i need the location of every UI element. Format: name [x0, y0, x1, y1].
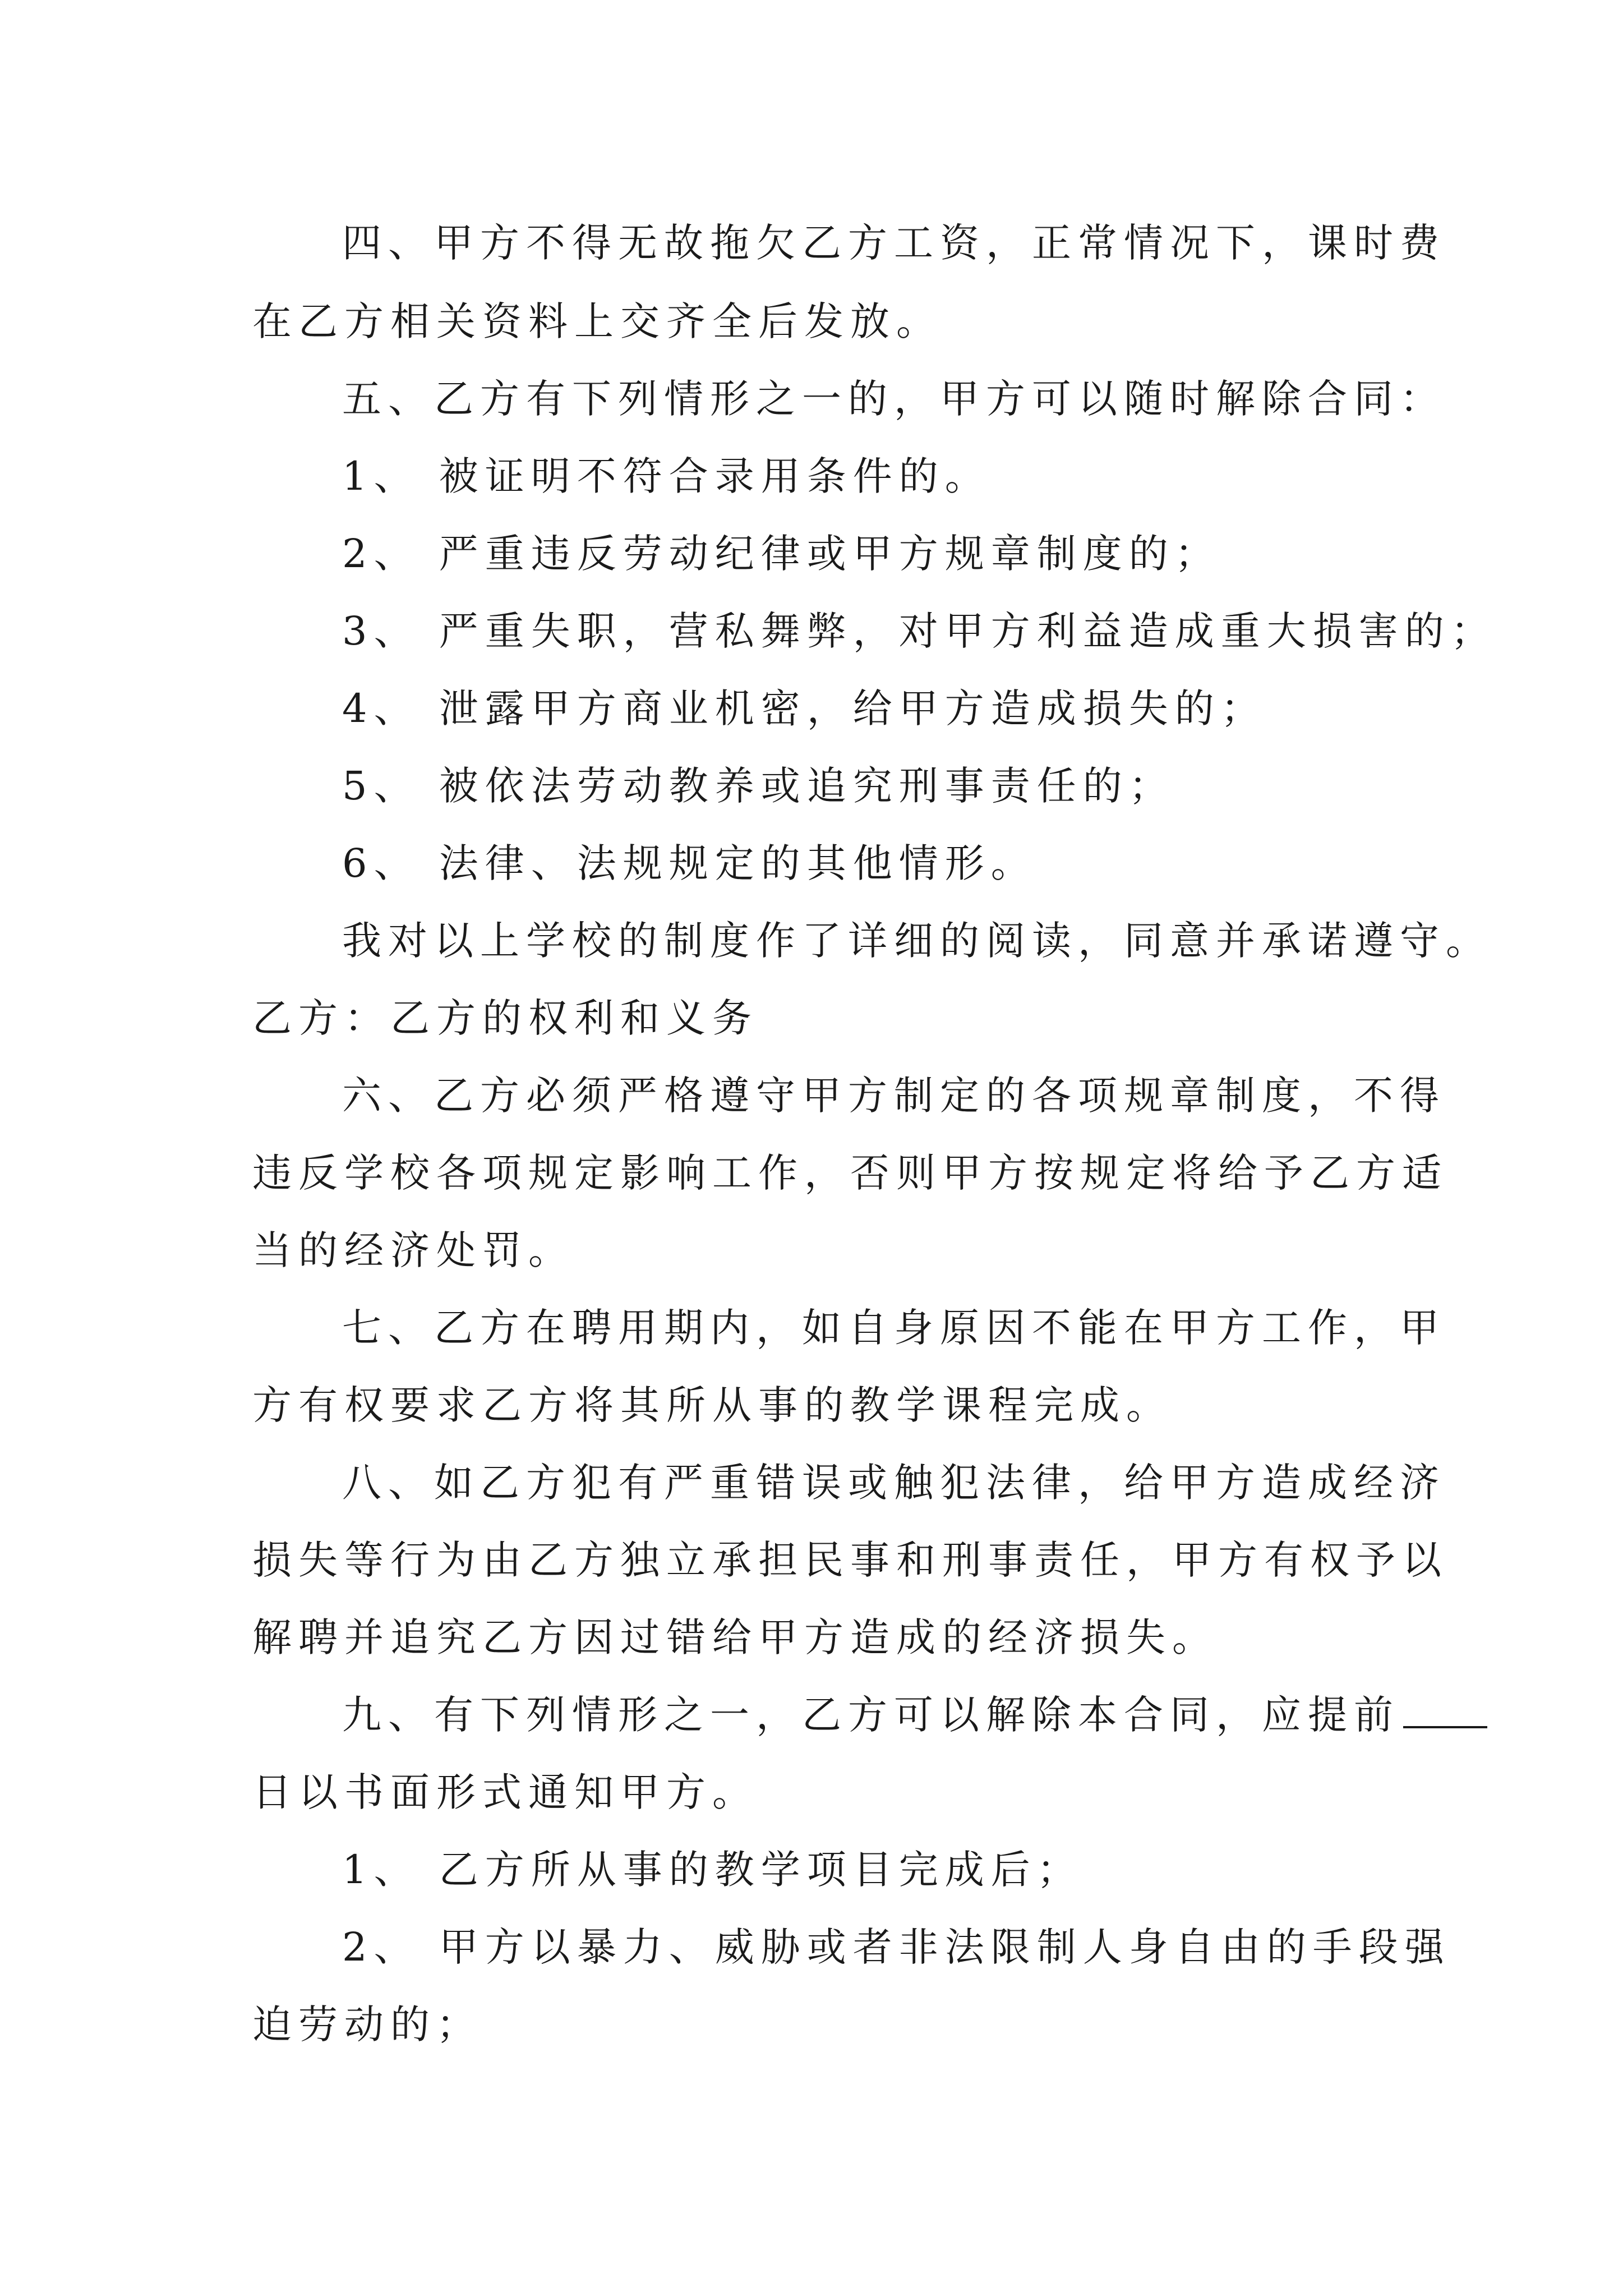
list-item-6: 6、 法律、法规规定的其他情形。 — [342, 840, 1037, 886]
list-item-3: 3、 严重失职，营私舞弊，对甲方利益造成重大损害的； — [342, 608, 1497, 654]
paragraph-5-line-1: 五、乙方有下列情形之一的，甲方可以随时解除合同： — [342, 376, 1446, 422]
list-item-9-1: 1、 乙方所从事的教学项目完成后； — [342, 1847, 1083, 1893]
list-item-9-2-line-1: 2、 甲方以暴力、威胁或者非法限制人身自由的手段强 — [342, 1924, 1451, 1970]
list-item-2: 2、 严重违反劳动纪律或甲方规章制度的； — [342, 531, 1221, 577]
paragraph-9-line-1 — [342, 1692, 1487, 1738]
paragraph-7-line-1: 七、乙方在聘用期内，如自身原因不能在甲方工作，甲 — [342, 1305, 1446, 1351]
paragraph-9-text: 九、有下列情形之一，乙方可以解除本合同，应提前 — [342, 1692, 1400, 1738]
paragraph-6-line-3: 当的经济处罚。 — [252, 1227, 574, 1273]
list-item-5: 5、 被依法劳动教养或追究刑事责任的； — [342, 763, 1175, 809]
fill-in-blank — [1403, 1722, 1487, 1728]
paragraph-9-line-2: 日以书面形式通知甲方。 — [252, 1769, 758, 1815]
paragraph-7-line-2: 方有权要求乙方将其所从事的教学课程完成。 — [252, 1382, 1172, 1428]
paragraph-4-line-1: 四、甲方不得无故拖欠乙方工资，正常情况下，课时费 — [342, 220, 1446, 266]
paragraph-6-line-1: 六、乙方必须严格遵守甲方制定的各项规章制度，不得 — [342, 1073, 1446, 1119]
party-b-heading: 乙方：乙方的权利和义务 — [252, 995, 758, 1041]
paragraph-6-line-2: 违反学校各项规定影响工作，否则甲方按规定将给予乙方适 — [252, 1150, 1448, 1196]
paragraph-8-line-3: 解聘并追究乙方因过错给甲方造成的经济损失。 — [252, 1614, 1218, 1660]
agreement-statement: 我对以上学校的制度作了详细的阅读，同意并承诺遵守。 — [342, 918, 1492, 964]
list-item-1: 1、 被证明不符合录用条件的。 — [342, 453, 991, 499]
paragraph-4-line-2: 在乙方相关资料上交齐全后发放。 — [252, 298, 942, 344]
paragraph-8-line-1: 八、如乙方犯有严重错误或触犯法律，给甲方造成经济 — [342, 1460, 1446, 1506]
list-item-4: 4、 泄露甲方商业机密，给甲方造成损失的； — [342, 685, 1267, 731]
list-item-9-2-line-2: 迫劳动的； — [252, 2001, 482, 2047]
paragraph-8-line-2: 损失等行为由乙方独立承担民事和刑事责任，甲方有权予以 — [252, 1537, 1448, 1583]
